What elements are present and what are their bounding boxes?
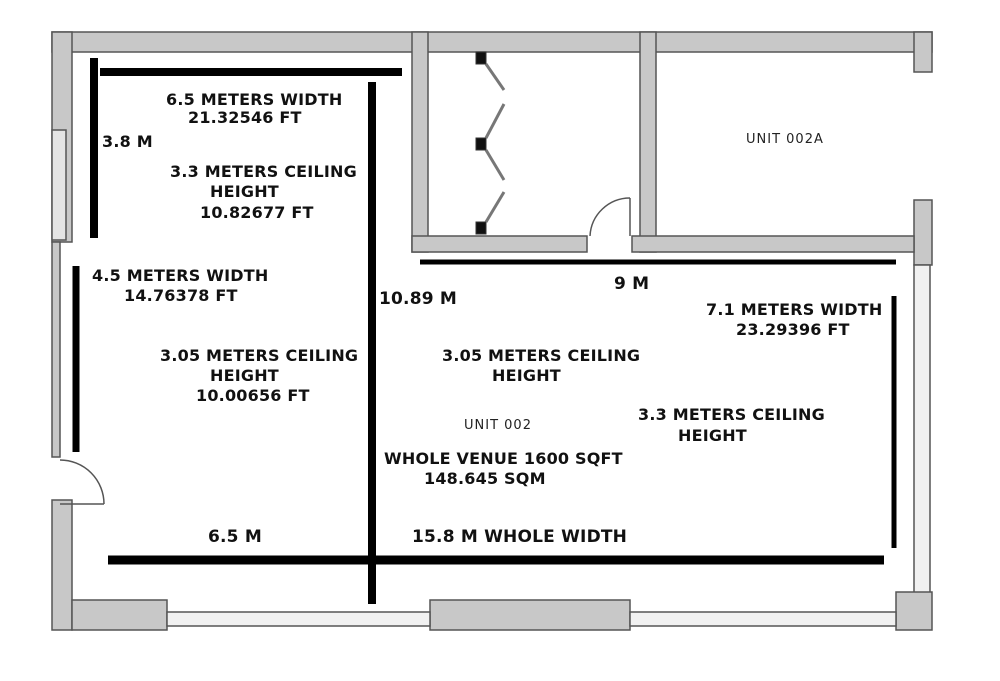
room1-ceiling-2-label: HEIGHT: [210, 182, 279, 201]
room1-ceiling-ft-label: 10.82677 FT: [200, 203, 314, 222]
dim-3-8-label: 3.8 M: [102, 132, 153, 151]
fixture-block-1: [476, 52, 486, 64]
unit-002a-label: UNIT 002A: [746, 132, 824, 147]
fixture-line-2: [486, 104, 504, 138]
wall-bottom-mid: [430, 600, 630, 630]
fixture-line-1: [486, 64, 504, 90]
dim-10-89-label: 10.89 M: [379, 289, 458, 309]
fixture-block-2: [476, 138, 486, 150]
room1-width-label: 6.5 METERS WIDTH: [166, 90, 343, 109]
fixture-line-3: [486, 150, 504, 180]
door-arc-top: [590, 198, 630, 236]
room1-ceiling-label: 3.3 METERS CEILING: [170, 162, 357, 181]
venue-sqm-label: 148.645 SQM: [424, 469, 546, 488]
room2-ceiling-ft-label: 10.00656 FT: [196, 386, 310, 405]
door-arc-left: [60, 460, 104, 504]
room1-width-ft-label: 21.32546 FT: [188, 108, 302, 127]
wall-top: [52, 32, 932, 52]
dim-9-label: 9 M: [614, 274, 650, 294]
venue-sqft-label: WHOLE VENUE 1600 SQFT: [384, 449, 623, 468]
wall-inner-bottom-right: [632, 236, 914, 252]
window-bottom-2: [630, 612, 896, 626]
unit-002-label: UNIT 002: [464, 418, 532, 433]
room2-width-label: 4.5 METERS WIDTH: [92, 266, 269, 285]
room2-width-ft-label: 14.76378 FT: [124, 286, 238, 305]
main-ceiling-label: 3.05 METERS CEILING: [442, 346, 641, 365]
dim-whole-width-label: 15.8 M WHOLE WIDTH: [412, 527, 628, 547]
wall-right-upper: [914, 32, 932, 72]
wall-partition-1: [412, 32, 428, 252]
wall-partition-2: [640, 32, 656, 252]
right-ceiling-label: 3.3 METERS CEILING: [638, 405, 825, 424]
wall-inner-bottom-left: [412, 236, 587, 252]
fixture-lift: [476, 52, 504, 234]
room2-ceiling-2-label: HEIGHT: [210, 366, 279, 385]
right-width-label: 7.1 METERS WIDTH: [706, 300, 883, 319]
fixture-block-3: [476, 222, 486, 234]
wall-right-bottom: [896, 592, 932, 630]
fixture-line-4: [486, 192, 504, 222]
right-width-ft-label: 23.29396 FT: [736, 320, 850, 339]
window-bottom-1: [167, 612, 430, 626]
wall-bottom-left: [72, 600, 167, 630]
right-ceiling-2-label: HEIGHT: [678, 426, 747, 445]
wall-left-door-stub: [52, 242, 60, 457]
stair-edge: [52, 130, 66, 240]
room2-ceiling-label: 3.05 METERS CEILING: [160, 346, 359, 365]
wall-right-mid: [914, 200, 932, 265]
wall-left-lower: [52, 500, 72, 630]
main-ceiling-2-label: HEIGHT: [492, 366, 561, 385]
window-right: [914, 265, 930, 595]
dim-6-5-label: 6.5 M: [208, 527, 262, 547]
